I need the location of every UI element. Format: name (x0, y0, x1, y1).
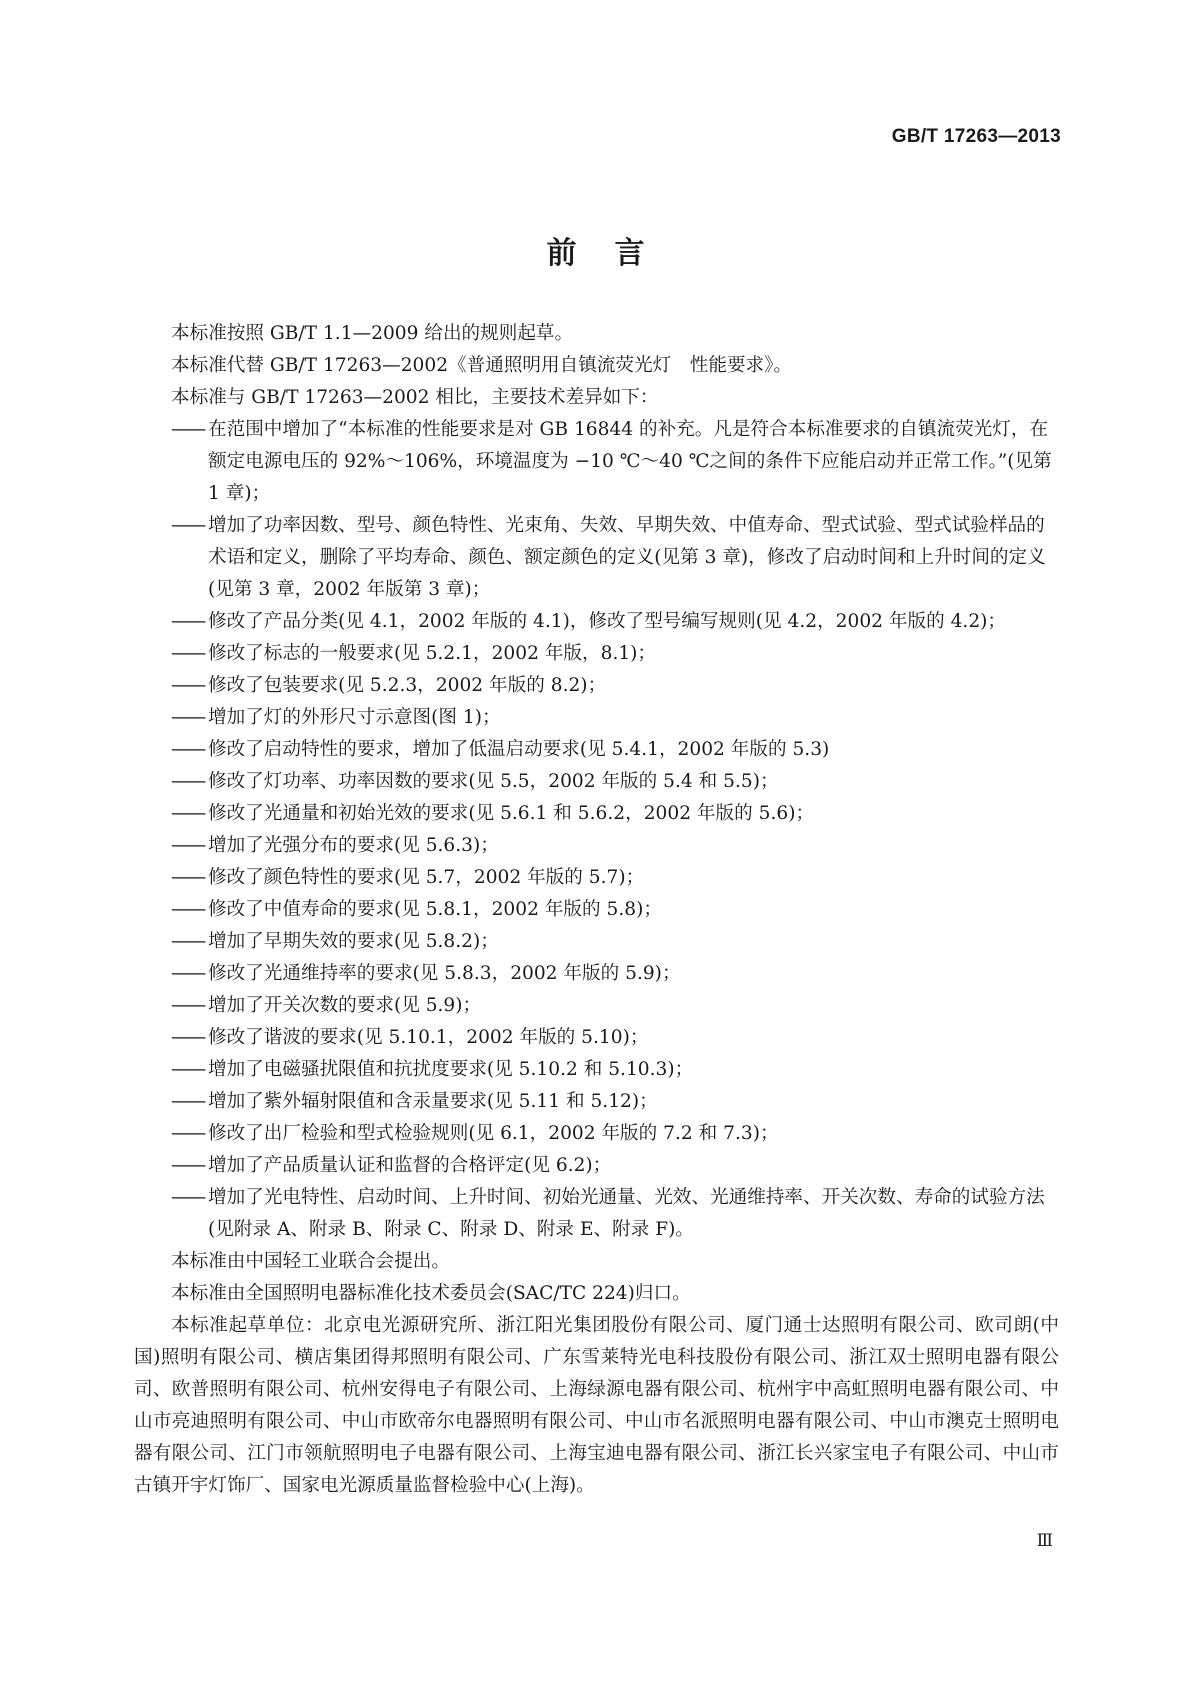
dash-marker: —— (171, 611, 205, 632)
list-item: —— 修改了出厂检验和型式检验规则(见 6.1，2002 年版的 7.2 和 7.3)； (171, 1118, 1059, 1150)
list-item: —— 修改了光通维持率的要求(见 5.8.3，2002 年版的 5.9)； (171, 958, 1059, 990)
list-item: —— 在范围中增加了“本标准的性能要求是对 GB 16844 的补充。凡是符合本标准要求的自镇流荧光灯，在额定电源电压的 92%～106%，环境温度为 −10 ℃～40 ℃之间的条件下应能启动并正常工作。”(见第 1 章)； (171, 414, 1059, 510)
list-item: —— 增加了光电特性、启动时间、上升时间、初始光通量、光效、光通维持率、开关次数、寿命的试验方法(见附录 A、附录 B、附录 C、附录 D、附录 E、附录 F)。 (171, 1182, 1059, 1246)
dash-marker: —— (171, 803, 205, 824)
drafting-units-paragraph: 本标准起草单位：北京电光源研究所、浙江阳光集团股份有限公司、厦门通士达照明有限公司、欧司朗(中国)照明有限公司、横店集团得邦照明有限公司、广东雪莱特光电科技股份有限公司、浙江双士照明电器有限公司、欧普照明有限公司、杭州安得电子有限公司、上海绿源电器有限公司、杭州宇中高虹照明电器有限公司、中山市亮迪照明有限公司、中山市欧帝尔电器照明有限公司、中山市名派照明电器有限公司、中山市澳克士照明电器有限公司、江门市领航照明电子电器有限公司、上海宝迪电器有限公司、浙江长兴家宝电子有限公司、中山市古镇开宇灯饰厂、国家电光源质量监督检验中心(上海)。 (134, 1315, 1059, 1496)
dash-marker: —— (171, 963, 205, 984)
standard-code: GB/T 17263—2013 (891, 126, 1061, 147)
page-title: 前言 (546, 236, 683, 271)
list-item: —— 增加了早期失效的要求(见 5.8.2)； (171, 926, 1059, 958)
dash-marker: —— (171, 1187, 205, 1208)
page-number: Ⅲ (1036, 1531, 1053, 1551)
dash-marker: —— (171, 515, 205, 536)
changes-list (134, 414, 1059, 1246)
centralized-by-paragraph: 本标准由全国照明电器标准化技术委员会(SAC/TC 224)归口。 (171, 1283, 691, 1304)
list-item: —— 增加了紫外辐射限值和含汞量要求(见 5.11 和 5.12)； (171, 1086, 1059, 1118)
dash-marker: —— (171, 1123, 205, 1144)
list-item: —— 修改了包装要求(见 5.2.3，2002 年版的 8.2)； (171, 670, 1059, 702)
list-item: —— 修改了标志的一般要求(见 5.2.1，2002 年版，8.1)； (171, 638, 1059, 670)
list-item: —— 增加了功率因数、型号、颜色特性、光束角、失效、早期失效、中值寿命、型式试验、型式试验样品的术语和定义，删除了平均寿命、颜色、额定颜色的定义(见第 3 章)，修改了启动时间和上升时间的定义(见第 3 章，2002 年版第 3 章)； (171, 510, 1059, 606)
list-item: —— 增加了产品质量认证和监督的合格评定(见 6.2)； (171, 1150, 1059, 1182)
dash-marker: —— (171, 1091, 205, 1112)
list-item: —— 修改了中值寿命的要求(见 5.8.1，2002 年版的 5.8)； (171, 894, 1059, 926)
list-item: —— 修改了光通量和初始光效的要求(见 5.6.1 和 5.6.2，2002 年版的 5.6)； (171, 798, 1059, 830)
list-item: —— 修改了颜色特性的要求(见 5.7，2002 年版的 5.7)； (171, 862, 1059, 894)
dash-marker: —— (171, 1155, 205, 1176)
dash-marker: —— (171, 899, 205, 920)
dash-marker: —— (171, 835, 205, 856)
dash-marker: —— (171, 931, 205, 952)
list-item: —— 修改了启动特性的要求，增加了低温启动要求(见 5.4.1，2002 年版的 5.3) (171, 734, 1059, 766)
dash-marker: —— (171, 771, 205, 792)
intro-paragraph: 本标准代替 GB/T 17263—2002《普通照明用自镇流荧光灯 性能要求》。 (171, 355, 793, 376)
list-item: —— 增加了光强分布的要求(见 5.6.3)； (171, 830, 1059, 862)
proposed-by-paragraph: 本标准由中国轻工业联合会提出。 (171, 1251, 450, 1272)
dash-marker: —— (171, 419, 205, 440)
dash-marker: —— (171, 643, 205, 664)
dash-marker: —— (171, 675, 205, 696)
dash-marker: —— (171, 1059, 205, 1080)
list-item: —— 增加了电磁骚扰限值和抗扰度要求(见 5.10.2 和 5.10.3)； (171, 1054, 1059, 1086)
dash-marker: —— (171, 1027, 205, 1048)
dash-marker: —— (171, 739, 205, 760)
dash-marker: —— (171, 867, 205, 888)
dash-marker: —— (171, 707, 205, 728)
intro-paragraph: 本标准与 GB/T 17263—2002 相比，主要技术差异如下： (171, 387, 659, 408)
list-item: —— 增加了开关次数的要求(见 5.9)； (171, 990, 1059, 1022)
list-item: —— 修改了谐波的要求(见 5.10.1，2002 年版的 5.10)； (171, 1022, 1059, 1054)
list-item: —— 修改了灯功率、功率因数的要求(见 5.5，2002 年版的 5.4 和 5.5)； (171, 766, 1059, 798)
list-item: —— 修改了产品分类(见 4.1，2002 年版的 4.1)，修改了型号编写规则(见 4.2，2002 年版的 4.2)； (171, 606, 1059, 638)
foreword-body (134, 318, 1059, 1502)
intro-paragraph: 本标准按照 GB/T 1.1—2009 给出的规则起草。 (171, 323, 574, 344)
list-item: —— 增加了灯的外形尺寸示意图(图 1)； (171, 702, 1059, 734)
dash-marker: —— (171, 995, 205, 1016)
